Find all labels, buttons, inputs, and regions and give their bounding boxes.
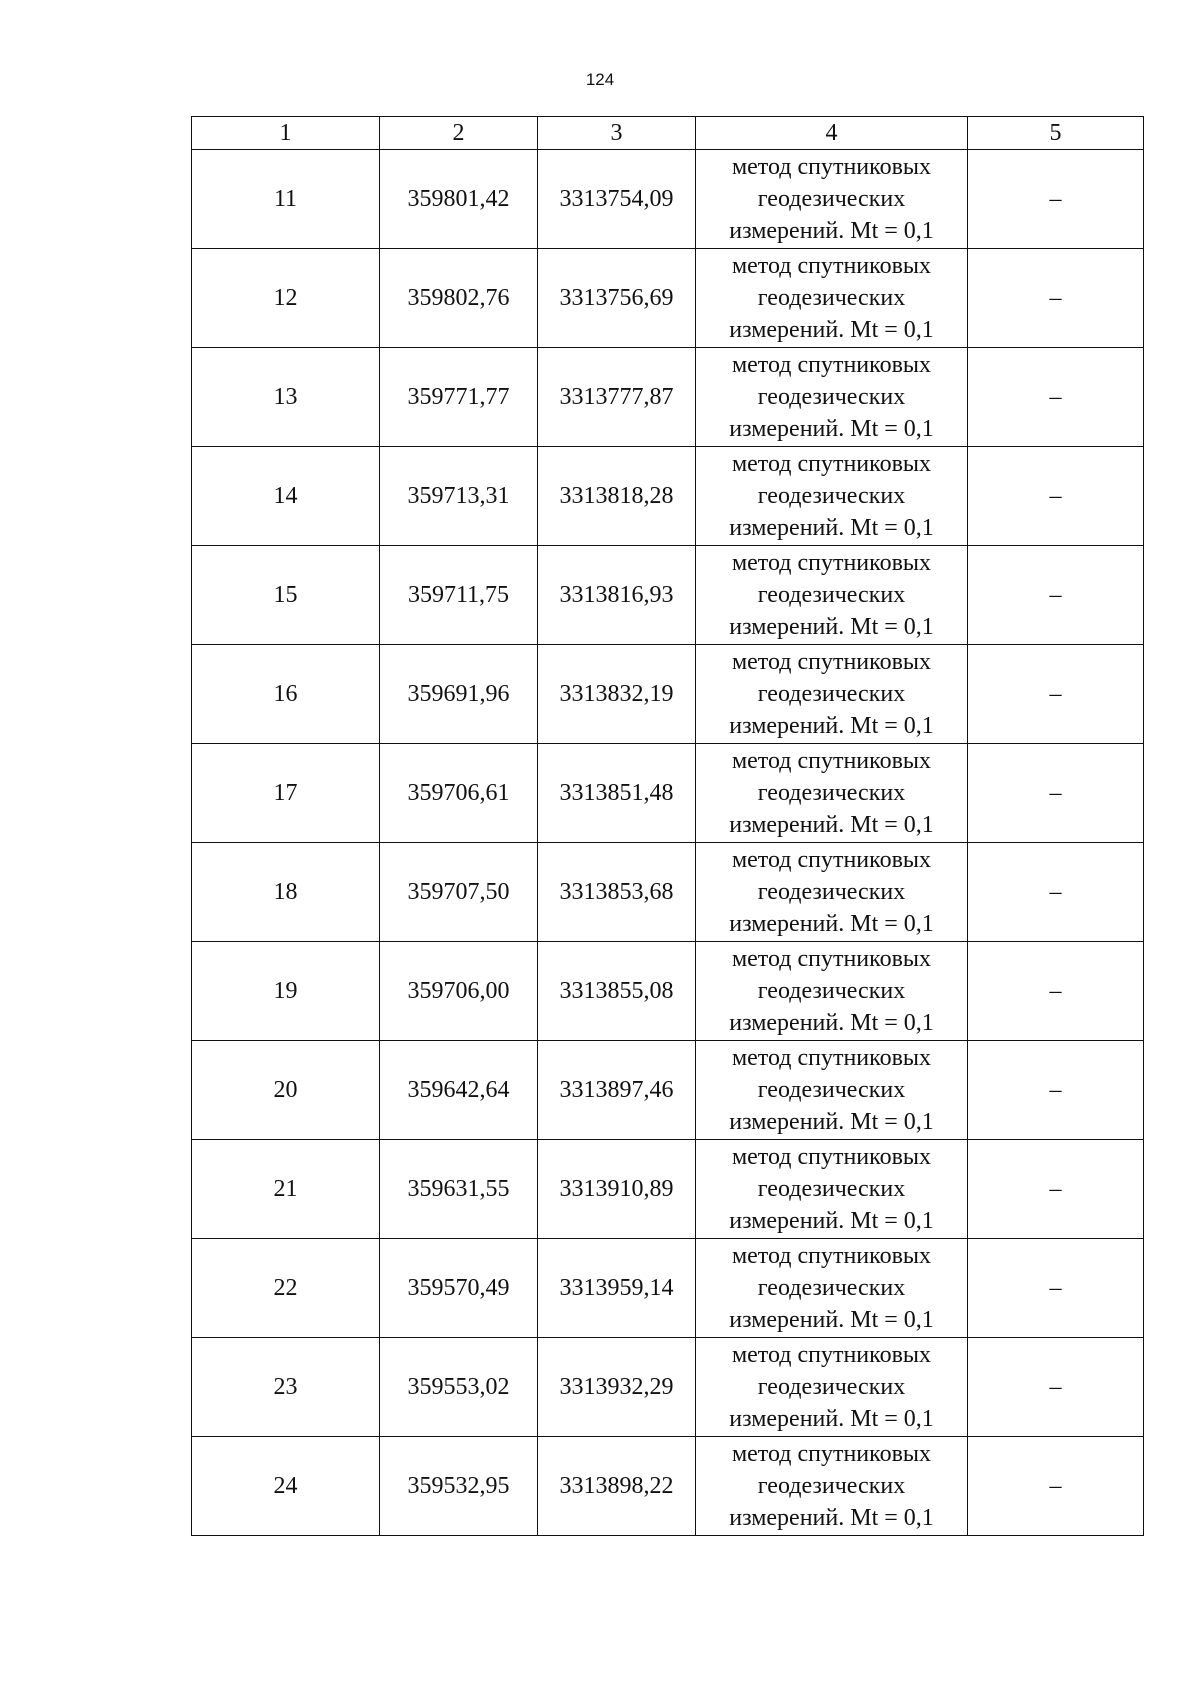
method-line: геодезических (757, 483, 906, 509)
table-row (192, 1239, 1144, 1338)
method-line: измерений. Mt = 0,1 (729, 1109, 934, 1135)
column-header-4: 4 (696, 117, 968, 150)
table-row (192, 1041, 1144, 1140)
table-row (192, 843, 1144, 942)
method-line: геодезических (757, 285, 906, 311)
x-coordinate-cell: 359706,61 (380, 744, 538, 843)
note-cell: – (968, 546, 1144, 645)
point-number-cell: 16 (192, 645, 380, 744)
column-header-2: 2 (380, 117, 538, 150)
method-line: измерений. Mt = 0,1 (729, 1010, 934, 1036)
method-line: метод спутниковых (731, 352, 932, 378)
method-line: геодезических (757, 1077, 906, 1103)
method-cell (696, 942, 968, 1041)
method-line: геодезических (757, 1275, 906, 1301)
table-row (192, 1140, 1144, 1239)
y-coordinate-cell: 3313832,19 (538, 645, 696, 744)
x-coordinate-cell: 359706,00 (380, 942, 538, 1041)
table-row (192, 249, 1144, 348)
table-row (192, 942, 1144, 1041)
y-coordinate-cell: 3313818,28 (538, 447, 696, 546)
method-line: метод спутниковых (731, 1342, 932, 1368)
method-line: геодезических (757, 582, 906, 608)
method-line: измерений. Mt = 0,1 (729, 614, 934, 640)
method-line: измерений. Mt = 0,1 (729, 713, 934, 739)
x-coordinate-cell: 359642,64 (380, 1041, 538, 1140)
method-cell (696, 1437, 968, 1536)
method-line: геодезических (757, 681, 906, 707)
method-cell (696, 1338, 968, 1437)
point-number-cell: 14 (192, 447, 380, 546)
method-line: геодезических (757, 1473, 906, 1499)
method-line: измерений. Mt = 0,1 (729, 1406, 934, 1432)
method-line: геодезических (757, 879, 906, 905)
method-line: измерений. Mt = 0,1 (729, 911, 934, 937)
note-cell: – (968, 645, 1144, 744)
x-coordinate-cell: 359707,50 (380, 843, 538, 942)
note-cell: – (968, 249, 1144, 348)
y-coordinate-cell: 3313932,29 (538, 1338, 696, 1437)
column-header-3: 3 (538, 117, 696, 150)
note-cell: – (968, 150, 1144, 249)
point-number-cell: 20 (192, 1041, 380, 1140)
point-number-cell: 13 (192, 348, 380, 447)
x-coordinate-cell: 359802,76 (380, 249, 538, 348)
method-line: метод спутниковых (731, 1441, 932, 1467)
method-line: метод спутниковых (731, 748, 932, 774)
y-coordinate-cell: 3313777,87 (538, 348, 696, 447)
point-number-cell: 15 (192, 546, 380, 645)
method-cell (696, 447, 968, 546)
method-line: геодезических (757, 978, 906, 1004)
method-line: метод спутниковых (731, 451, 932, 477)
method-line: измерений. Mt = 0,1 (729, 515, 934, 541)
x-coordinate-cell: 359691,96 (380, 645, 538, 744)
method-cell (696, 1239, 968, 1338)
note-cell: – (968, 1338, 1144, 1437)
table-row (192, 1338, 1144, 1437)
column-header-5: 5 (968, 117, 1144, 150)
table-row (192, 447, 1144, 546)
y-coordinate-cell: 3313756,69 (538, 249, 696, 348)
table-row (192, 546, 1144, 645)
y-coordinate-cell: 3313851,48 (538, 744, 696, 843)
method-line: геодезических (757, 1374, 906, 1400)
y-coordinate-cell: 3313754,09 (538, 150, 696, 249)
table-row (192, 348, 1144, 447)
x-coordinate-cell: 359570,49 (380, 1239, 538, 1338)
method-line: метод спутниковых (731, 253, 932, 279)
x-coordinate-cell: 359553,02 (380, 1338, 538, 1437)
method-line: метод спутниковых (731, 1144, 932, 1170)
x-coordinate-cell: 359801,42 (380, 150, 538, 249)
point-number-cell: 12 (192, 249, 380, 348)
method-line: измерений. Mt = 0,1 (729, 1307, 934, 1333)
method-line: метод спутниковых (731, 649, 932, 675)
point-number-cell: 19 (192, 942, 380, 1041)
y-coordinate-cell: 3313897,46 (538, 1041, 696, 1140)
method-line: измерений. Mt = 0,1 (729, 416, 934, 442)
table-header-row (192, 117, 1144, 150)
note-cell: – (968, 1041, 1144, 1140)
method-line: геодезических (757, 384, 906, 410)
method-line: геодезических (757, 1176, 906, 1202)
method-line: измерений. Mt = 0,1 (729, 812, 934, 838)
method-line: метод спутниковых (731, 1243, 932, 1269)
table-row (192, 1437, 1144, 1536)
method-cell (696, 546, 968, 645)
method-cell (696, 249, 968, 348)
point-number-cell: 18 (192, 843, 380, 942)
note-cell: – (968, 1437, 1144, 1536)
y-coordinate-cell: 3313853,68 (538, 843, 696, 942)
method-line: геодезических (757, 780, 906, 806)
method-cell (696, 744, 968, 843)
note-cell: – (968, 348, 1144, 447)
x-coordinate-cell: 359711,75 (380, 546, 538, 645)
point-number-cell: 17 (192, 744, 380, 843)
note-cell: – (968, 1140, 1144, 1239)
method-cell (696, 843, 968, 942)
note-cell: – (968, 1239, 1144, 1338)
page-number: 124 (585, 70, 615, 89)
method-line: метод спутниковых (731, 550, 932, 576)
column-header-1: 1 (192, 117, 380, 150)
point-number-cell: 23 (192, 1338, 380, 1437)
table-row (192, 744, 1144, 843)
y-coordinate-cell: 3313816,93 (538, 546, 696, 645)
method-cell (696, 645, 968, 744)
y-coordinate-cell: 3313910,89 (538, 1140, 696, 1239)
note-cell: – (968, 843, 1144, 942)
method-line: метод спутниковых (731, 946, 932, 972)
point-number-cell: 21 (192, 1140, 380, 1239)
x-coordinate-cell: 359631,55 (380, 1140, 538, 1239)
method-line: геодезических (757, 186, 906, 212)
point-number-cell: 22 (192, 1239, 380, 1338)
x-coordinate-cell: 359532,95 (380, 1437, 538, 1536)
point-number-cell: 11 (192, 150, 380, 249)
method-line: метод спутниковых (731, 154, 932, 180)
method-line: измерений. Mt = 0,1 (729, 1505, 934, 1531)
method-line: измерений. Mt = 0,1 (729, 1208, 934, 1234)
note-cell: – (968, 744, 1144, 843)
note-cell: – (968, 447, 1144, 546)
y-coordinate-cell: 3313855,08 (538, 942, 696, 1041)
method-cell (696, 1041, 968, 1140)
method-line: измерений. Mt = 0,1 (729, 218, 934, 244)
method-line: метод спутниковых (731, 847, 932, 873)
table-row (192, 645, 1144, 744)
method-line: измерений. Mt = 0,1 (729, 317, 934, 343)
coordinates-table (191, 116, 1144, 1536)
method-line: метод спутниковых (731, 1045, 932, 1071)
note-cell: – (968, 942, 1144, 1041)
x-coordinate-cell: 359713,31 (380, 447, 538, 546)
method-cell (696, 348, 968, 447)
method-cell (696, 150, 968, 249)
y-coordinate-cell: 3313898,22 (538, 1437, 696, 1536)
coordinates-table-body (192, 117, 1144, 1536)
x-coordinate-cell: 359771,77 (380, 348, 538, 447)
table-row (192, 150, 1144, 249)
point-number-cell: 24 (192, 1437, 380, 1536)
y-coordinate-cell: 3313959,14 (538, 1239, 696, 1338)
method-cell (696, 1140, 968, 1239)
